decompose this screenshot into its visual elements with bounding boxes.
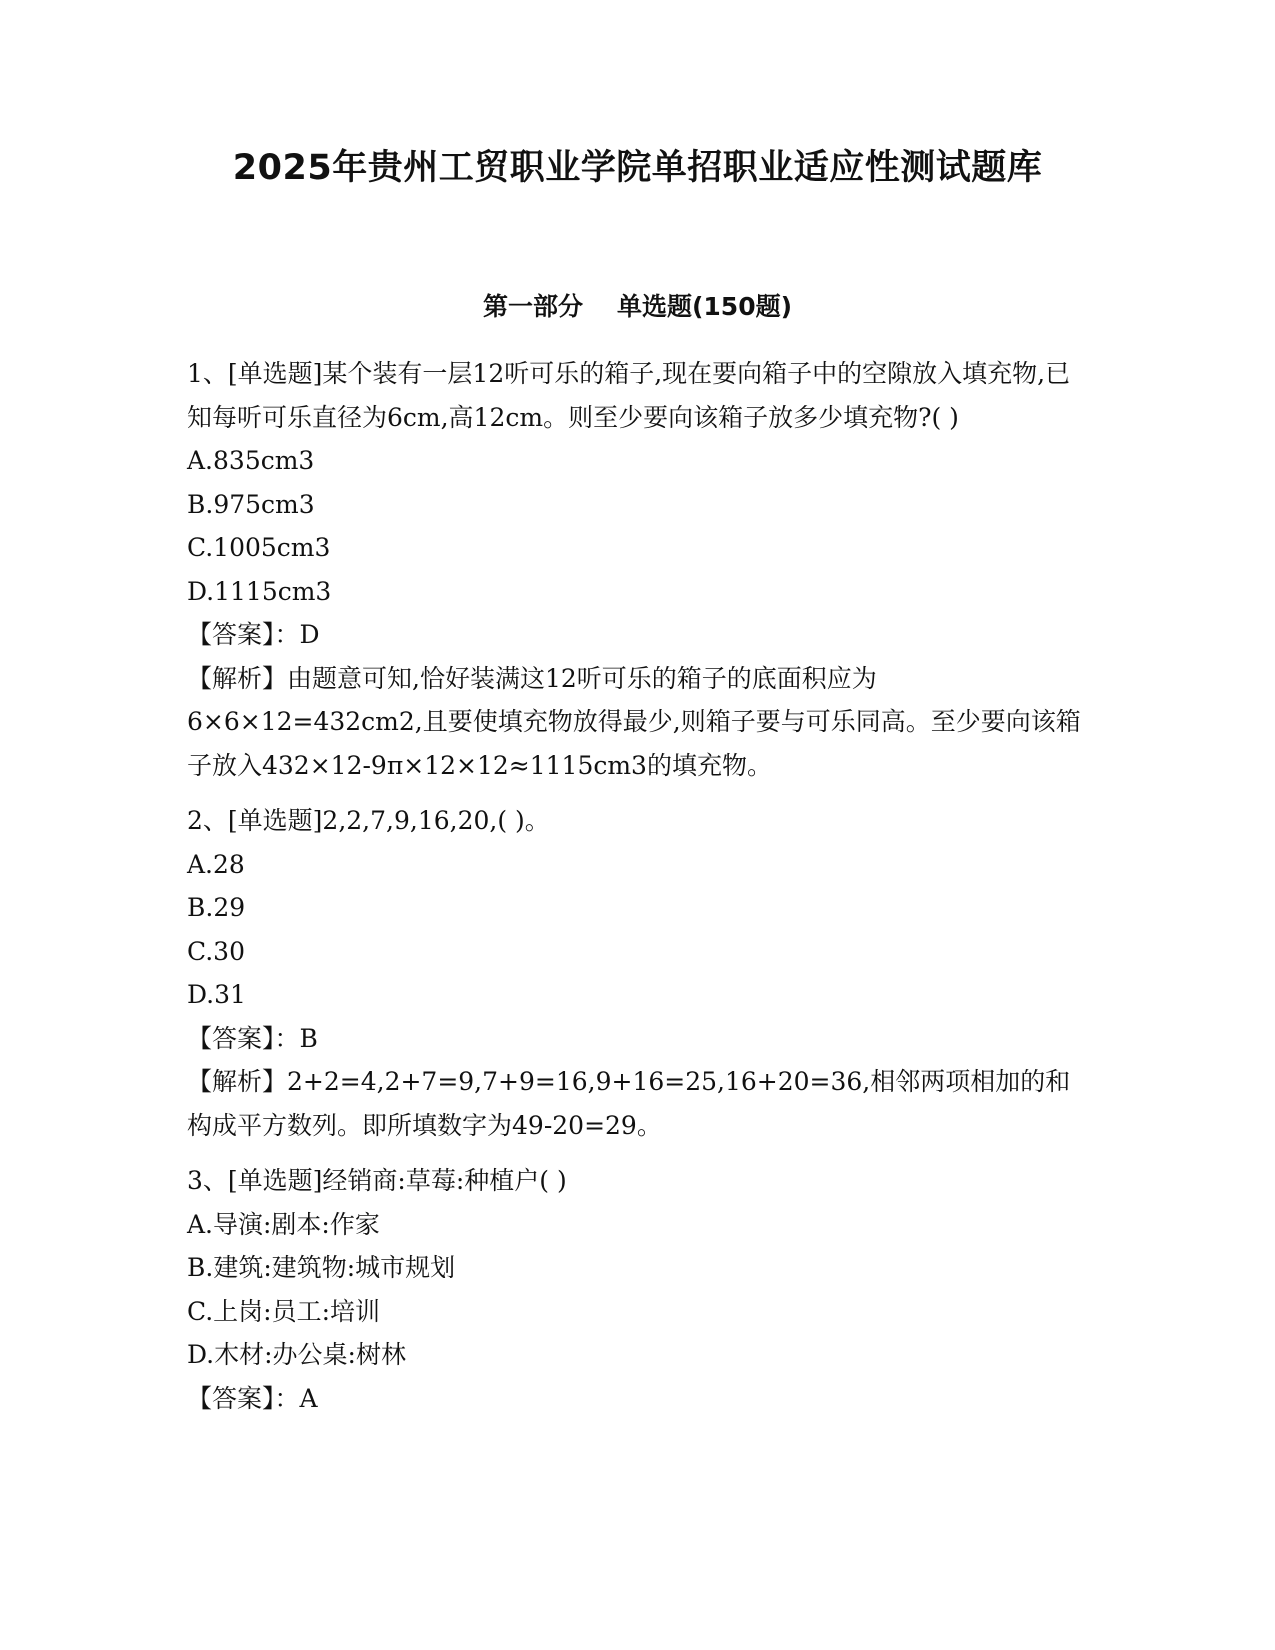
option-c: C.30 xyxy=(187,936,245,966)
analysis xyxy=(187,657,1087,788)
answer-value: B xyxy=(299,1023,318,1053)
document-title: 2025年贵州工贸职业学院单招职业适应性测试题库 xyxy=(232,148,1043,188)
option-d: D.木材:办公桌:树林 xyxy=(187,1340,406,1369)
answer-label: 【答案】： xyxy=(187,1023,300,1053)
answer-label: 【答案】： xyxy=(187,620,300,649)
option-b: B.29 xyxy=(187,893,246,922)
analysis xyxy=(187,1060,1087,1147)
option-a: A.导演:剧本:作家 xyxy=(187,1209,380,1239)
analysis-text: 2+2=4,2+7=9,7+9=16,9+16=25,16+20=36,相邻两项相加的和构成平方数列。即所填数字为49-20=29。 xyxy=(187,1067,1071,1140)
question-list xyxy=(187,352,1087,1432)
option-a: A.28 xyxy=(187,849,245,879)
section-name: 单选题(150题) xyxy=(616,292,793,321)
question-stem: 2、[单选题]2,2,7,9,16,20,( )。 xyxy=(187,806,550,835)
option-d: D.1115cm3 xyxy=(187,576,332,606)
answer-value: D xyxy=(299,620,320,649)
answer-line xyxy=(187,1017,1087,1061)
section-part: 第一部分 xyxy=(482,292,583,321)
analysis-text: 由题意可知,恰好装满这12听可乐的箱子的底面积应为6×6×12=432cm2,且要使填充物放得最少,则箱子要与可乐同高。至少要向该箱子放入432×12-9π×12×12≈1115cm3的填充物。 xyxy=(187,663,1081,780)
analysis-label: 【解析】 xyxy=(187,663,288,693)
option-b: B.975cm3 xyxy=(187,489,315,519)
question-2 xyxy=(187,799,1087,1147)
answer-line xyxy=(187,613,1087,657)
answer-line xyxy=(187,1377,1087,1421)
option-b: B.建筑:建筑物:城市规划 xyxy=(187,1253,456,1282)
question-stem: 1、[单选题]某个装有一层12听可乐的箱子,现在要向箱子中的空隙放入填充物,已知每听可乐直径为6cm,高12cm。则至少要向该箱子放多少填充物?( ) xyxy=(187,359,1071,432)
option-d: D.31 xyxy=(187,980,246,1009)
answer-label: 【答案】： xyxy=(187,1383,300,1413)
option-a: A.835cm3 xyxy=(187,446,315,475)
analysis-label: 【解析】 xyxy=(187,1067,288,1096)
answer-value: A xyxy=(299,1383,318,1413)
question-stem: 3、[单选题]经销商:草莓:种植户( ) xyxy=(187,1166,567,1195)
option-c: C.上岗:员工:培训 xyxy=(187,1296,381,1326)
question-3 xyxy=(187,1159,1087,1420)
question-1 xyxy=(187,352,1087,787)
section-heading xyxy=(0,290,1275,324)
option-c: C.1005cm3 xyxy=(187,533,331,562)
